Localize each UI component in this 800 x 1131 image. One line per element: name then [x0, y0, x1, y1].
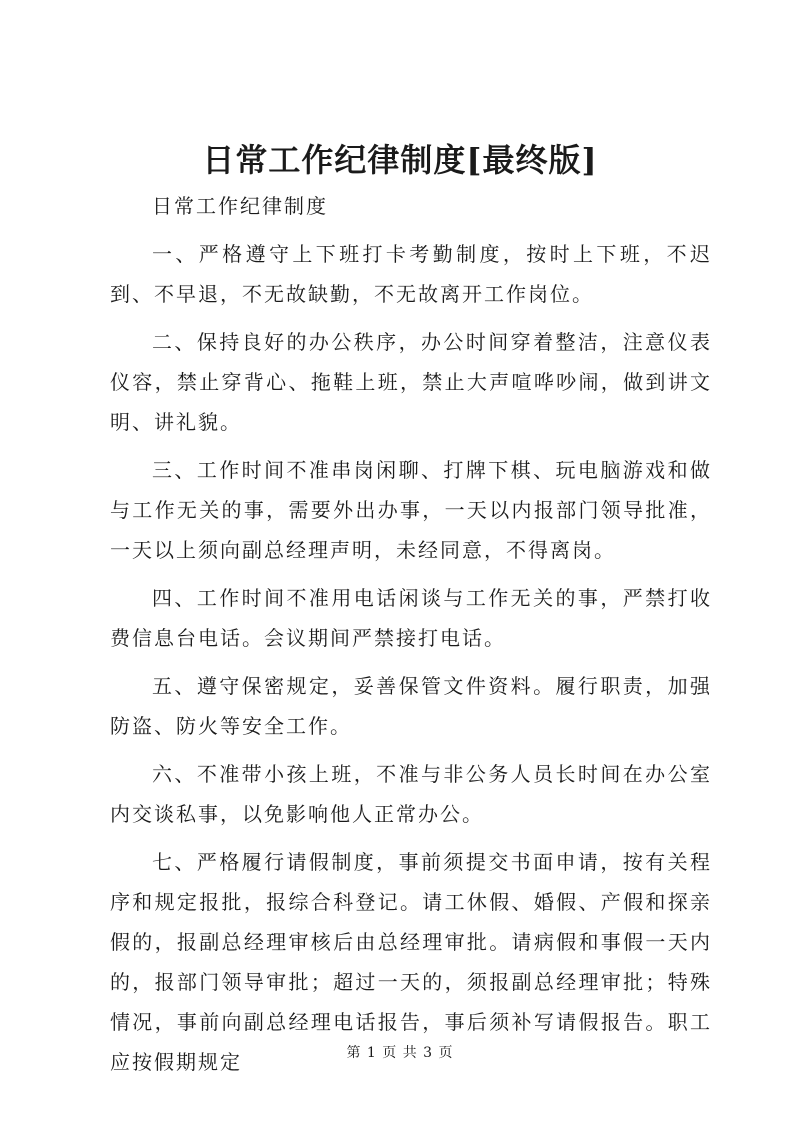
document-body	[110, 186, 712, 1090]
paragraph-6: 六、不准带小孩上班，不准与非公务人员长时间在办公室内交谈私事，以免影响他人正常办公。	[110, 762, 712, 826]
page-number-footer: 第 1 页 共 3 页	[346, 1045, 454, 1061]
document-title: 日常工作纪律制度[最终版]	[202, 141, 598, 179]
paragraph-3: 三、工作时间不准串岗闲聊、打牌下棋、玩电脑游戏和做与工作无关的事，需要外出办事，一天以内报部门领导批准，一天以上须向副总经理声明，未经同意，不得离岗。	[110, 458, 712, 562]
paragraph-1: 一、严格遵守上下班打卡考勤制度，按时上下班，不迟到、不早退，不无故缺勤，不无故离开工作岗位。	[110, 242, 712, 306]
paragraph-2: 二、保持良好的办公秩序，办公时间穿着整洁，注意仪表仪容，禁止穿背心、拖鞋上班，禁止大声喧哗吵闹，做到讲文明、讲礼貌。	[110, 330, 712, 434]
document-subtitle: 日常工作纪律制度	[152, 194, 328, 218]
paragraph-5: 五、遵守保密规定，妥善保管文件资料。履行职责，加强防盗、防火等安全工作。	[110, 674, 712, 738]
paragraph-7: 七、严格履行请假制度，事前须提交书面申请，按有关程序和规定报批，报综合科登记。请工休假、婚假、产假和探亲假的，报副总经理审核后由总经理审批。请病假和事假一天内的，报部门领导审批；超过一天的，须报副总经理审批；特殊情况，事前向副总经理电话报告，事后须补写请假报告。职工应按假期规定	[110, 850, 712, 1074]
paragraph-4: 四、工作时间不准用电话闲谈与工作无关的事，严禁打收费信息台电话。会议期间严禁接打电话。	[110, 586, 712, 650]
